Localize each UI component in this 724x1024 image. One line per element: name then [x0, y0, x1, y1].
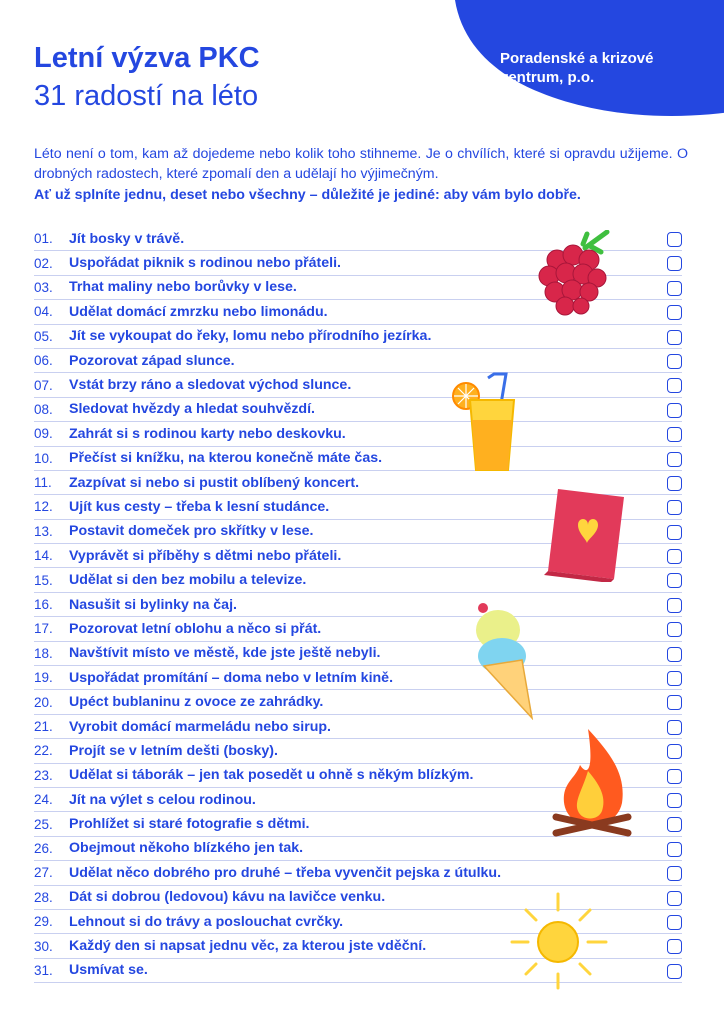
item-number: 15.	[34, 572, 53, 588]
sun-icon	[510, 890, 610, 990]
item-number: 28.	[34, 889, 53, 905]
item-checkbox[interactable]	[667, 793, 682, 808]
item-text: Lehnout si do trávy a poslouchat cvrčky.	[69, 913, 344, 930]
list-item	[34, 617, 682, 641]
item-text: Nasušit si bylinky na čaj.	[69, 596, 237, 613]
item-text: Navštívit místo ve městě, kde jste ještě nebyli.	[69, 645, 381, 662]
item-checkbox[interactable]	[667, 769, 682, 784]
item-text: Trhat maliny nebo borůvky v lese.	[69, 279, 297, 296]
list-item	[34, 593, 682, 617]
item-number: 29.	[34, 914, 53, 930]
book-icon	[540, 487, 625, 582]
item-text: Udělat si táborák – jen tak posedět u ohně s někým blízkým.	[69, 767, 474, 784]
item-checkbox[interactable]	[667, 598, 682, 613]
list-item	[34, 690, 682, 714]
item-checkbox[interactable]	[667, 232, 682, 247]
item-checkbox[interactable]	[667, 354, 682, 369]
lemonade-icon	[448, 370, 523, 475]
item-text: Jít bosky v trávě.	[69, 230, 185, 247]
item-number: 14.	[34, 548, 53, 564]
item-checkbox[interactable]	[667, 817, 682, 832]
item-checkbox[interactable]	[667, 695, 682, 710]
item-text: Zazpívat si nebo si pustit oblíbený koncert.	[69, 474, 360, 491]
item-number: 27.	[34, 865, 53, 881]
list-item	[34, 373, 682, 397]
challenge-list	[34, 227, 682, 983]
item-number: 10.	[34, 450, 53, 466]
item-text: Zahrát si s rodinou karty nebo deskovku.	[69, 425, 346, 442]
list-item	[34, 349, 682, 373]
item-checkbox[interactable]	[667, 647, 682, 662]
item-text: Obejmout někoho blízkého jen tak.	[69, 840, 304, 857]
page-subtitle: 31 radostí na léto	[34, 80, 259, 112]
item-text: Přečíst si knížku, na kterou konečně máte čas.	[69, 450, 383, 467]
item-number: 18.	[34, 645, 53, 661]
item-number: 08.	[34, 401, 53, 417]
list-item	[34, 325, 682, 349]
item-text: Postavit domeček pro skřítky v lese.	[69, 523, 314, 540]
item-checkbox[interactable]	[667, 476, 682, 491]
item-number: 02.	[34, 255, 53, 271]
item-checkbox[interactable]	[667, 573, 682, 588]
item-text: Vyrobit domácí marmeládu nebo sirup.	[69, 718, 331, 735]
item-text: Projít se v letním dešti (bosky).	[69, 742, 278, 759]
item-text: Uspořádat promítání – doma nebo v letním kině.	[69, 669, 394, 686]
item-checkbox[interactable]	[667, 525, 682, 540]
item-checkbox[interactable]	[667, 330, 682, 345]
item-text: Každý den si napsat jednu věc, za kterou jste vděční.	[69, 938, 427, 955]
item-text: Uspořádat piknik s rodinou nebo přáteli.	[69, 255, 341, 272]
intro-text: Léto není o tom, kam až dojedeme nebo kolik toho stihneme. Je o chvílích, které si opravdu užijeme. O drobných radostech, které zpomalí den a udělají ho výjimečným.	[34, 146, 688, 182]
item-number: 16.	[34, 597, 53, 613]
item-checkbox[interactable]	[667, 866, 682, 881]
item-number: 06.	[34, 353, 53, 369]
item-text: Pozorovat letní oblohu a něco si přát.	[69, 620, 322, 637]
item-checkbox[interactable]	[667, 403, 682, 418]
item-checkbox[interactable]	[667, 891, 682, 906]
item-number: 20.	[34, 694, 53, 710]
item-number: 11.	[34, 475, 52, 491]
item-text: Vstát brzy ráno a sledovat východ slunce.	[69, 377, 352, 394]
item-text: Jít se vykoupat do řeky, lomu nebo přírodního jezírka.	[69, 328, 432, 345]
list-item	[34, 666, 682, 690]
item-text: Udělat si den bez mobilu a televize.	[69, 572, 307, 589]
item-number: 26.	[34, 840, 53, 856]
item-checkbox[interactable]	[667, 939, 682, 954]
item-number: 22.	[34, 743, 53, 759]
item-checkbox[interactable]	[667, 427, 682, 442]
item-number: 07.	[34, 377, 53, 393]
item-checkbox[interactable]	[667, 744, 682, 759]
item-checkbox[interactable]	[667, 500, 682, 515]
item-checkbox[interactable]	[667, 842, 682, 857]
item-text: Jít na výlet s celou rodinou.	[69, 791, 256, 808]
page-title: Letní výzva PKC	[34, 42, 260, 74]
intro-bold-text: Ať už splníte jednu, deset nebo všechny – důležité je jediné: aby vám bylo dobře.	[34, 187, 581, 203]
item-number: 04.	[34, 304, 53, 320]
item-checkbox[interactable]	[667, 256, 682, 271]
organization-name-line2: centrum, p.o.	[500, 69, 595, 86]
list-item	[34, 642, 682, 666]
ice-cream-icon	[470, 600, 540, 720]
item-number: 09.	[34, 426, 53, 442]
item-text: Pozorovat západ slunce.	[69, 352, 235, 369]
list-item	[34, 861, 682, 885]
item-number: 21.	[34, 719, 53, 734]
item-checkbox[interactable]	[667, 671, 682, 686]
item-text: Sledovat hvězdy a hledat souhvězdí.	[69, 401, 315, 418]
organization-logo	[500, 49, 653, 87]
item-checkbox[interactable]	[667, 452, 682, 467]
campfire-icon	[552, 725, 632, 840]
item-text: Udělat domácí zmrzku nebo limonádu.	[69, 303, 328, 320]
item-checkbox[interactable]	[667, 720, 682, 735]
item-checkbox[interactable]	[667, 549, 682, 564]
item-text: Dát si dobrou (ledovou) kávu na lavičce venku.	[69, 889, 386, 906]
list-item	[34, 837, 682, 861]
item-checkbox[interactable]	[667, 964, 682, 979]
item-text: Ujít kus cesty – třeba k lesní studánce.	[69, 498, 330, 515]
item-checkbox[interactable]	[667, 378, 682, 393]
item-number: 12.	[34, 499, 53, 515]
item-checkbox[interactable]	[667, 305, 682, 320]
item-number: 23.	[34, 767, 53, 783]
item-text: Upéct bublaninu z ovoce ze zahrádky.	[69, 694, 324, 711]
item-number: 01.	[34, 231, 53, 247]
item-number: 17.	[34, 621, 53, 637]
raspberry-icon	[535, 230, 615, 320]
smile-icon	[493, 71, 509, 81]
item-number: 30.	[34, 938, 53, 954]
item-text: Udělat něco dobrého pro druhé – třeba vyvenčit pejska z útulku.	[69, 864, 502, 881]
organization-name-line1: Poradenské a krizové	[500, 50, 654, 67]
item-text: Prohlížet si staré fotografie s dětmi.	[69, 816, 310, 833]
item-number: 03.	[34, 279, 53, 295]
item-checkbox[interactable]	[667, 281, 682, 296]
item-checkbox[interactable]	[667, 622, 682, 637]
item-text: Usmívat se.	[69, 962, 148, 979]
item-number: 25.	[34, 816, 53, 832]
item-number: 19.	[34, 670, 53, 686]
list-item	[34, 398, 682, 422]
list-item	[34, 447, 682, 471]
item-number: 05.	[34, 328, 53, 344]
item-number: 24.	[34, 792, 53, 808]
item-text: Vyprávět si příběhy s dětmi nebo přáteli.	[69, 547, 342, 564]
item-checkbox[interactable]	[667, 915, 682, 930]
item-number: 31.	[34, 962, 53, 978]
list-item	[34, 422, 682, 446]
item-number: 13.	[34, 523, 53, 539]
